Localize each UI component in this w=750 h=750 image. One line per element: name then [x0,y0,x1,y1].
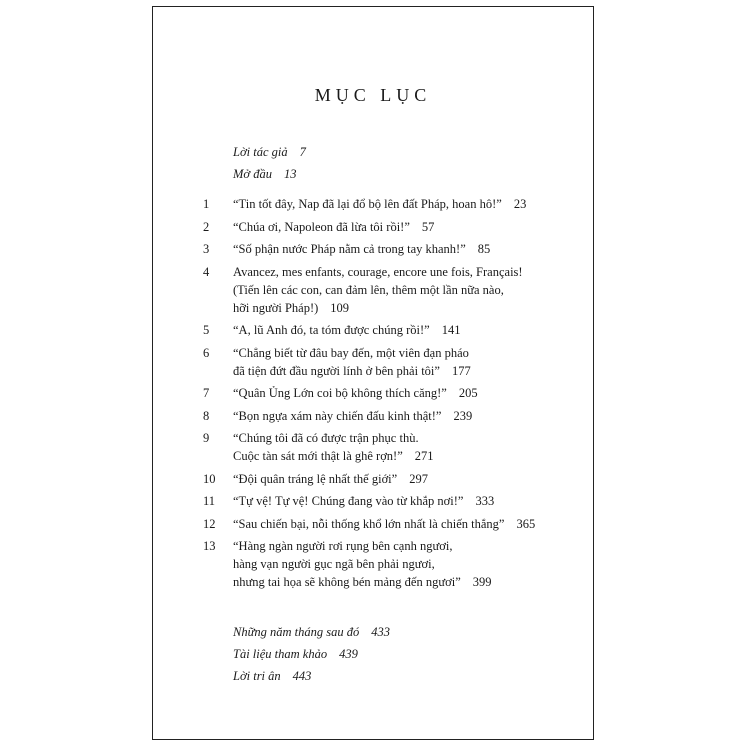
chapter-page-number: 177 [451,363,471,378]
chapter-number: 1 [203,197,210,211]
chapter-number: 12 [203,516,216,531]
chapter-page-number: 399 [472,575,492,589]
chapter-title-text: “Chúa ơi, Napoleon đã lừa tôi rồi!” [233,219,410,234]
chapter-title-text: đã tiện đứt đầu người lính ở bên phải tôi” [233,363,440,378]
chapter-number: 8 [203,408,210,423]
back-item-label: Tài liệu tham khảo [233,647,328,661]
chapter-title-text: “A, lũ Anh đó, ta tóm được chúng rồi!” [233,323,430,337]
back-item-label: Lời tri ân [233,669,281,683]
chapter-title-text: “Sau chiến bại, nỗi thống khổ lớn nhất là chiến thắng” [233,516,505,531]
chapter-entry [203,537,583,591]
chapter-title-text: “Chúng tôi đã có được trận phục thù. [233,431,419,445]
chapter-title-line [233,344,583,362]
chapter-title-line [233,362,583,380]
book-page [152,6,594,740]
chapter-page-number: 365 [516,516,536,531]
page-title: MỤC LỤC [314,85,432,105]
chapter-title-line [233,573,583,591]
chapter-page-number: 239 [453,408,473,423]
front-matter [233,141,306,185]
chapter-number: 2 [203,219,210,234]
chapter-title-text: “Số phận nước Pháp nằm cả trong tay khanh!” [233,242,466,256]
chapter-title-text: hỡi người Pháp!) [233,300,319,315]
chapter-number: 13 [203,539,216,553]
back-item [233,665,390,687]
chapter-title-text: “Đội quân tráng lệ nhất thế giới” [233,471,398,486]
chapter-entry [203,321,583,339]
chapter-entry [203,240,583,258]
back-item [233,621,390,643]
chapter-title-line [233,263,583,281]
chapter-entry [203,384,583,402]
chapter-number: 4 [203,264,210,279]
chapter-page-number: 205 [458,386,478,400]
chapter-title-text: “Bọn ngựa xám này chiến đấu kinh thật!” [233,408,442,423]
chapter-page-number: 271 [414,449,434,463]
front-item-label: Lời tác giả [233,145,288,159]
chapter-entry [203,515,583,533]
chapter-entry [203,344,583,380]
chapter-title-line [233,195,583,213]
chapter-title-line [233,321,583,339]
chapter-title-text: (Tiến lên các con, can đảm lên, thêm một lần nữa nào, [233,282,504,297]
back-item-page: 439 [339,647,358,661]
chapter-title-line [233,470,583,488]
chapter-title-line [233,537,583,555]
back-item-page: 443 [292,669,312,683]
chapter-page-number: 141 [441,323,461,337]
chapter-title-text: nhưng tai họa sẽ không bén mảng đến ngươi” [233,575,461,589]
chapter-number: 10 [203,471,216,486]
chapter-title-text: Cuộc tàn sát mới thật là ghê rợn!” [233,449,403,463]
chapter-title-line [233,299,583,317]
chapter-title-text: “Tự vệ! Tự vệ! Chúng đang vào từ khắp nơi!” [233,494,464,508]
front-item [233,163,306,185]
front-item-label: Mở đầu [233,167,272,181]
back-item-page: 433 [371,625,391,639]
chapter-title-line [233,240,583,258]
chapter-entry [203,195,583,213]
front-item-page: 7 [299,145,306,159]
front-item-page: 13 [283,167,297,181]
chapter-number: 6 [203,345,210,360]
chapter-title-line [233,407,583,425]
chapter-page-number: 109 [330,300,350,315]
chapter-title-line [233,515,583,533]
chapter-page-number: 333 [475,494,495,508]
chapter-title-line [233,429,583,447]
chapter-list [203,195,583,596]
chapter-title-line [233,555,583,573]
chapter-page-number: 85 [477,242,491,256]
chapter-page-number: 23 [513,197,527,211]
chapter-entry [203,470,583,488]
chapter-title-line [233,384,583,402]
chapter-title-line [233,447,583,465]
chapter-number: 3 [203,242,210,256]
chapter-number: 9 [203,431,210,445]
chapter-title-line [233,492,583,510]
chapter-title-text: “Chẳng biết từ đâu bay đến, một viên đạn pháo [233,345,469,360]
chapter-title-text: hàng vạn người gục ngã bên phải ngươi, [233,557,435,571]
chapter-entry [203,429,583,465]
front-item [233,141,306,163]
chapter-title-text: Avancez, mes enfants, courage, encore une fois, Français! [233,264,523,279]
chapter-entry [203,407,583,425]
chapter-number: 5 [203,323,210,337]
chapter-entry [203,218,583,236]
back-item [233,643,390,665]
back-matter [233,621,390,687]
chapter-number: 11 [203,494,216,508]
chapter-number: 7 [203,386,210,400]
chapter-title-text: “Tin tốt đây, Nap đã lại đổ bộ lên đất Pháp, hoan hô!” [233,197,502,211]
chapter-title-text: “Quân Ủng Lớn coi bộ không thích căng!” [233,386,447,400]
back-item-label: Những năm tháng sau đó [233,625,360,639]
chapter-title-text: “Hàng ngàn người rơi rụng bên cạnh ngươi, [233,539,453,553]
chapter-entry [203,263,583,317]
chapter-entry [203,492,583,510]
chapter-page-number: 57 [421,219,435,234]
chapter-title-line [233,218,583,236]
chapter-page-number: 297 [409,471,428,486]
chapter-title-line [233,281,583,299]
